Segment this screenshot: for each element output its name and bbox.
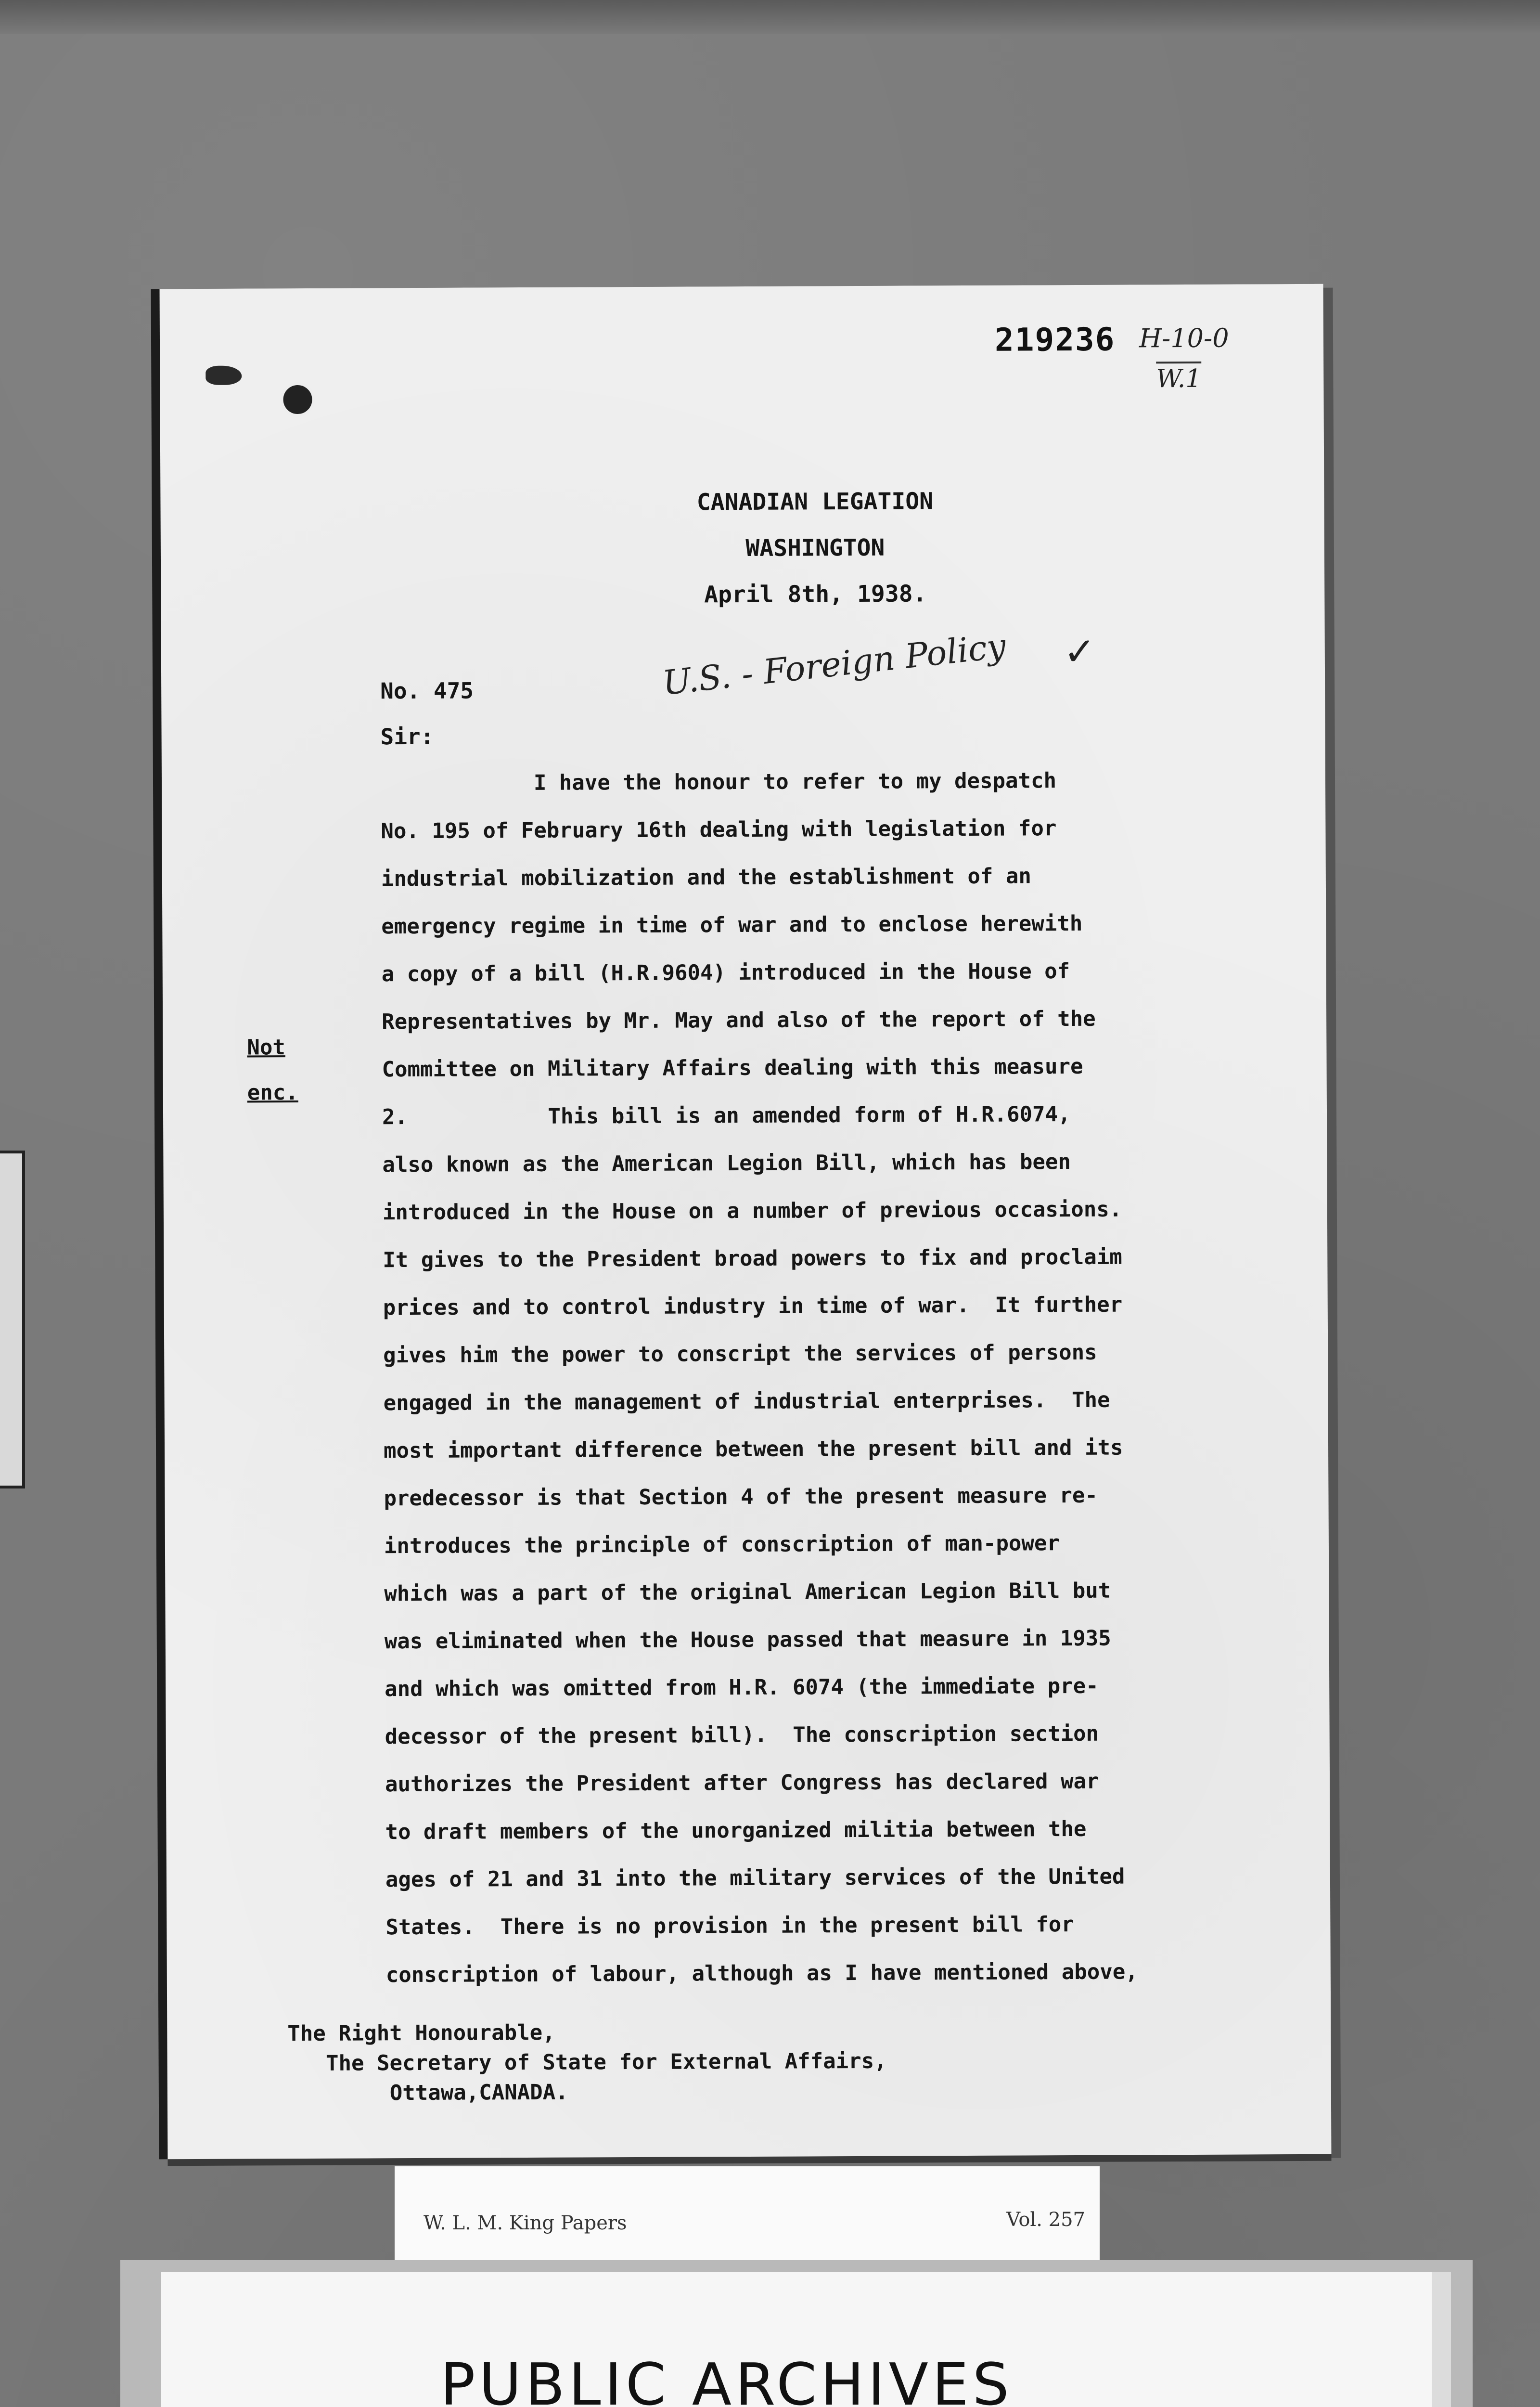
body-line: industrial mobilization and the establishment of an — [381, 864, 1032, 892]
body-line: decessor of the present bill). The conscription section — [385, 1721, 1099, 1749]
address-line: The Right Honourable, — [287, 2020, 555, 2046]
volume-number: Vol. 257 — [1006, 2209, 1085, 2231]
body-line: was eliminated when the House passed that measure in 1935 — [384, 1626, 1111, 1654]
margin-note-enc: enc. — [247, 1080, 298, 1105]
body-line: 2. This bill is an amended form of H.R.6074, — [382, 1102, 1071, 1130]
address-line: The Secretary of State for External Affairs, — [287, 2048, 887, 2076]
body-line: gives him the power to conscript the services of persons — [383, 1340, 1097, 1368]
body-line: and which was omitted from H.R. 6074 (the immediate pre- — [385, 1673, 1099, 1702]
handwritten-subject-note: U.S. - Foreign Policy — [660, 626, 1008, 703]
paper-tear-mark — [205, 366, 242, 385]
body-line: introduces the principle of conscription of man-power — [384, 1531, 1060, 1559]
letter-date: April 8th, 1938. — [704, 580, 927, 608]
body-line: predecessor is that Section 4 of the present measure re- — [384, 1483, 1098, 1511]
body-line: prices and to control industry in time of war. It further — [383, 1292, 1123, 1320]
body-line: I have the honour to refer to my despatch — [380, 768, 1057, 796]
document-number-handwritten: H-10-0 — [1139, 323, 1229, 354]
document-number-handwritten-sub: W.1 — [1156, 362, 1201, 393]
letterhead-city: WASHINGTON — [745, 534, 885, 562]
letter-body — [381, 765, 1300, 2008]
despatch-number: No. 475 — [380, 677, 474, 704]
archive-card — [161, 2272, 1451, 2407]
body-line: most important difference between the present bill and its — [383, 1435, 1123, 1463]
address-line: Ottawa,CANADA. — [287, 2080, 568, 2106]
archive-folder — [120, 2260, 1473, 2407]
letterhead — [690, 478, 940, 618]
body-line: No. 195 of February 16th dealing with legislation for — [381, 816, 1057, 844]
document-number: 219236 — [994, 321, 1116, 359]
check-mark-icon: ✓ — [1063, 629, 1096, 674]
archive-title-english: PUBLIC ARCHIVES — [440, 2352, 1013, 2407]
body-line: States. There is no provision in the present bill for — [385, 1912, 1074, 1940]
body-line: which was a part of the original American Legion Bill but — [384, 1578, 1111, 1606]
salutation: Sir: — [380, 723, 434, 750]
collection-name: W. L. M. King Papers — [424, 2212, 627, 2234]
body-line: introduced in the House on a number of previous occasions. — [382, 1197, 1122, 1225]
punch-hole — [280, 382, 315, 417]
folder-edge-tab — [0, 1151, 25, 1488]
letterhead-org: CANADIAN LEGATION — [696, 488, 934, 516]
body-line: ages of 21 and 31 into the military services of the United — [385, 1864, 1125, 1892]
body-line: Representatives by Mr. May and also of the report of the — [382, 1006, 1096, 1035]
margin-note-not: Not — [247, 1035, 286, 1060]
body-line: emergency regime in time of war and to enclose herewith — [381, 911, 1083, 939]
body-line: engaged in the management of industrial enterprises. The — [383, 1387, 1110, 1416]
body-line: to draft members of the unorganized militia between the — [385, 1816, 1087, 1845]
body-line: conscription of labour, although as I have mentioned above, — [385, 1959, 1138, 1988]
body-line: Committee on Military Affairs dealing with this measure — [382, 1054, 1083, 1082]
letter-page — [160, 284, 1332, 2160]
film-top-edge — [0, 0, 1540, 34]
body-line: authorizes the President after Congress has declared war — [385, 1769, 1099, 1797]
body-line: also known as the American Legion Bill, which has been — [382, 1150, 1071, 1178]
body-line: It gives to the President broad powers to fix and proclaim — [383, 1244, 1122, 1273]
body-line: a copy of a bill (H.R.9604) introduced in the House of — [381, 959, 1070, 987]
recipient-address — [287, 2018, 1202, 2111]
